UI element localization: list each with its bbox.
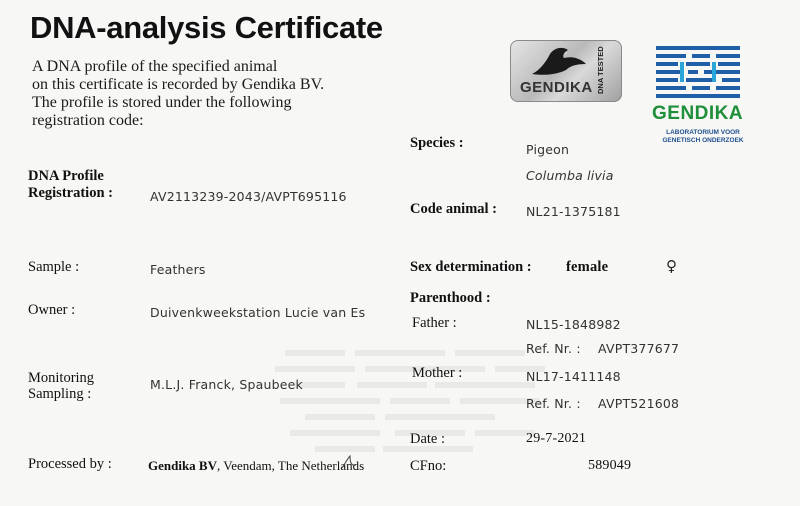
sex-label: Sex determination :	[410, 259, 532, 275]
mother-ref-value: AVPT521608	[598, 396, 680, 411]
owner-value: Duivenkweekstation Lucie van Es	[150, 305, 366, 320]
gendika-logo-icon	[656, 46, 740, 100]
intro-line: on this certificate is recorded by Gendika BV.	[32, 76, 325, 93]
species-latin: Columba livia	[526, 168, 614, 183]
pigeon-icon	[528, 44, 588, 80]
gendika-logo-subtitle	[648, 129, 758, 145]
date-value: 29-7-2021	[526, 431, 587, 446]
code-animal-value: NL21-1375181	[526, 204, 621, 219]
registration-label-line2: Registration :	[28, 185, 113, 201]
female-symbol-icon: ♀	[666, 257, 677, 275]
gendika-logo-wordmark: GENDIKA	[652, 103, 744, 124]
mother-label: Mother :	[412, 365, 463, 381]
sample-label: Sample :	[28, 259, 80, 275]
monitoring-value: M.L.J. Franck, Spaubeek	[150, 377, 303, 392]
processed-company: Gendika BV	[148, 458, 217, 473]
owner-label: Owner :	[28, 302, 76, 318]
monitoring-label-line1: Monitoring	[28, 370, 95, 386]
signature-mark	[338, 452, 358, 472]
intro-text	[32, 58, 392, 130]
mother-ring: NL17-1411148	[526, 369, 621, 384]
cfno-value: 589049	[588, 458, 632, 473]
sex-value: female	[566, 259, 609, 275]
intro-line: A DNA profile of the specified animal	[32, 58, 278, 75]
father-ref-label: Ref. Nr. :	[526, 341, 581, 356]
mother-ref-label: Ref. Nr. :	[526, 396, 581, 411]
species-label: Species :	[410, 135, 464, 151]
registration-label-line1: DNA Profile	[28, 168, 104, 184]
seal-badge: DNA TESTED	[596, 46, 605, 94]
intro-line: registration code:	[32, 112, 144, 129]
certificate-title: DNA-analysis Certificate	[30, 10, 383, 45]
registration-value: AV2113239-2043/AVPT695116	[150, 189, 347, 204]
date-label: Date :	[410, 431, 446, 447]
logo-subtitle-line: GENETISCH ONDERZOEK	[662, 137, 744, 144]
processed-location: , Veendam, The Netherlands	[217, 458, 365, 473]
intro-line: The profile is stored under the following	[32, 94, 292, 111]
processed-label: Processed by :	[28, 456, 112, 472]
processed-value	[148, 458, 364, 474]
code-animal-label: Code animal :	[410, 201, 497, 217]
father-ref-value: AVPT377677	[598, 341, 680, 356]
father-ring: NL15-1848982	[526, 317, 621, 332]
logo-subtitle-line: LABORATORIUM VOOR	[666, 129, 740, 136]
species-common: Pigeon	[526, 142, 570, 157]
father-label: Father :	[412, 315, 457, 331]
seal-brand: GENDIKA	[520, 79, 593, 96]
sample-value: Feathers	[150, 262, 206, 277]
watermark-pattern	[265, 340, 585, 500]
cfno-label: CFno:	[410, 458, 447, 474]
parenthood-label: Parenthood :	[410, 290, 491, 306]
monitoring-label-line2: Sampling :	[28, 386, 92, 402]
